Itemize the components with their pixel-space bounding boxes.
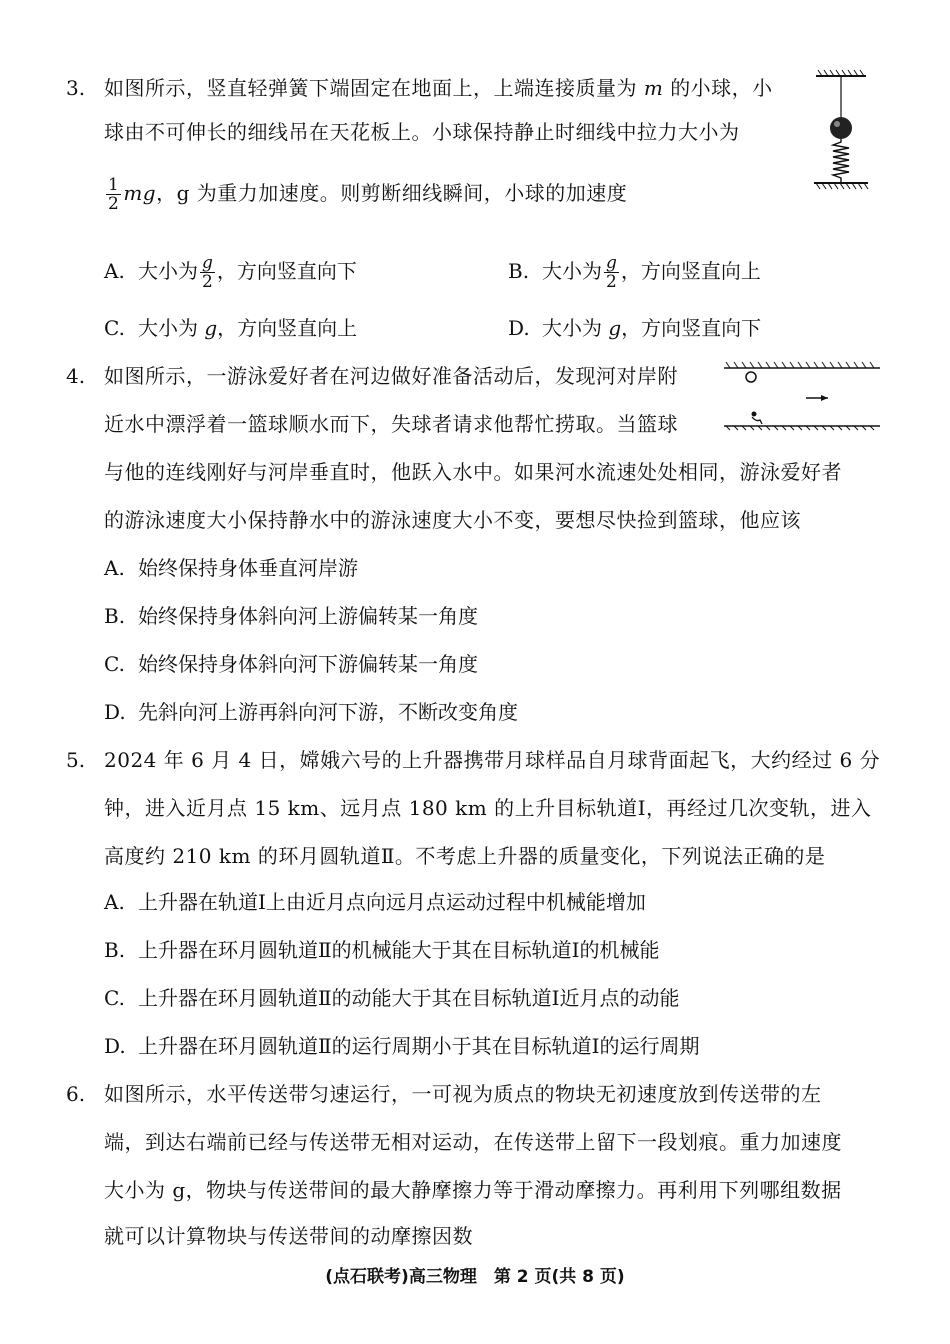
river-diagram (722, 360, 882, 430)
question-text-line: 大小为 g，物块与传送带间的最大静摩擦力等于滑动摩擦力。再利用下列哪组数据 (104, 1178, 842, 1202)
question-text-line: 端，到达右端前已经与传送带无相对运动，在传送带上留下一段划痕。重力加速度 (104, 1130, 842, 1154)
option-b[interactable]: B. 始终保持身体斜向河上游偏转某一角度 (104, 604, 478, 628)
option-d[interactable]: D. 大小为 g，方向竖直向下 (508, 316, 762, 340)
question-text-line: 球由不可伸长的细线吊在天花板上。小球保持静止时细线中拉力大小为 (104, 120, 740, 144)
option-b[interactable]: B. 大小为 $\frac{g}{2}$ ，方向竖直向上 (508, 253, 761, 292)
option-c[interactable]: C. 大小为 g，方向竖直向上 (104, 316, 358, 340)
question-text-line: 近水中漂浮着一篮球顺水而下，失球者请求他帮忙捞取。当篮球 (104, 412, 678, 436)
page-footer: (点石联考)高三物理 第 2 页(共 8 页) (325, 1267, 625, 1287)
question-text-line: 如图所示，一游泳爱好者在河边做好准备活动后，发现河对岸附 (104, 364, 678, 388)
question-text-line: 就可以计算物块与传送带间的动摩擦因数 (104, 1224, 473, 1248)
fraction-one-half: $\frac{1}{2}$ (108, 175, 120, 214)
option-c[interactable]: C. 始终保持身体斜向河下游偏转某一角度 (104, 652, 478, 676)
question-text-line: 如图所示，水平传送带匀速运行，一可视为质点的物块无初速度放到传送带的左 (104, 1082, 822, 1106)
question-text-line: 2024 年 6 月 4 日，嫦娥六号的上升器携带月球样品自月球背面起飞，大约经过 6 分 (104, 748, 881, 772)
option-a[interactable]: A. 上升器在轨道Ⅰ上由近月点向远月点运动过程中机械能增加 (104, 890, 646, 914)
question-text-line: 的游泳速度大小保持静水中的游泳速度大小不变，要想尽快捡到篮球，他应该 (104, 508, 801, 532)
fraction-g-over-2: $\frac{g}{2}$ (606, 253, 617, 292)
question-text-line: 高度约 210 km 的环月圆轨道Ⅱ。不考虑上升器的质量变化，下列说法正确的是 (104, 844, 826, 868)
question-number: 3. (66, 76, 86, 100)
question-text-line: $\frac{1}{2}$ mg，g 为重力加速度。则剪断细线瞬间，小球的加速度 (108, 175, 628, 214)
option-c[interactable]: C. 上升器在环月圆轨道Ⅱ的动能大于其在目标轨道Ⅰ近月点的动能 (104, 986, 680, 1010)
spring-ball-diagram (810, 70, 880, 200)
question-text-line: 与他的连线刚好与河岸垂直时，他跃入水中。如果河水流速处处相同，游泳爱好者 (104, 460, 842, 484)
question-number: 5. (66, 748, 86, 772)
option-d[interactable]: D. 上升器在环月圆轨道Ⅱ的运行周期小于其在目标轨道Ⅰ的运行周期 (104, 1034, 700, 1058)
option-a[interactable]: A. 大小为 $\frac{g}{2}$ ，方向竖直向下 (104, 253, 357, 292)
option-d[interactable]: D. 先斜向河上游再斜向河下游，不断改变角度 (104, 700, 518, 724)
option-a[interactable]: A. 始终保持身体垂直河岸游 (104, 556, 358, 580)
fraction-g-over-2: $\frac{g}{2}$ (202, 253, 213, 292)
question-number: 6. (66, 1082, 86, 1106)
question-number: 4. (66, 364, 86, 388)
question-text-line: 如图所示，竖直轻弹簧下端固定在地面上，上端连接质量为 m 的小球，小 (104, 76, 773, 100)
question-text-line: 钟，进入近月点 15 km、远月点 180 km 的上升目标轨道Ⅰ，再经过几次变轨，进入 (104, 796, 872, 820)
option-b[interactable]: B. 上升器在环月圆轨道Ⅱ的机械能大于其在目标轨道Ⅰ的机械能 (104, 938, 660, 962)
